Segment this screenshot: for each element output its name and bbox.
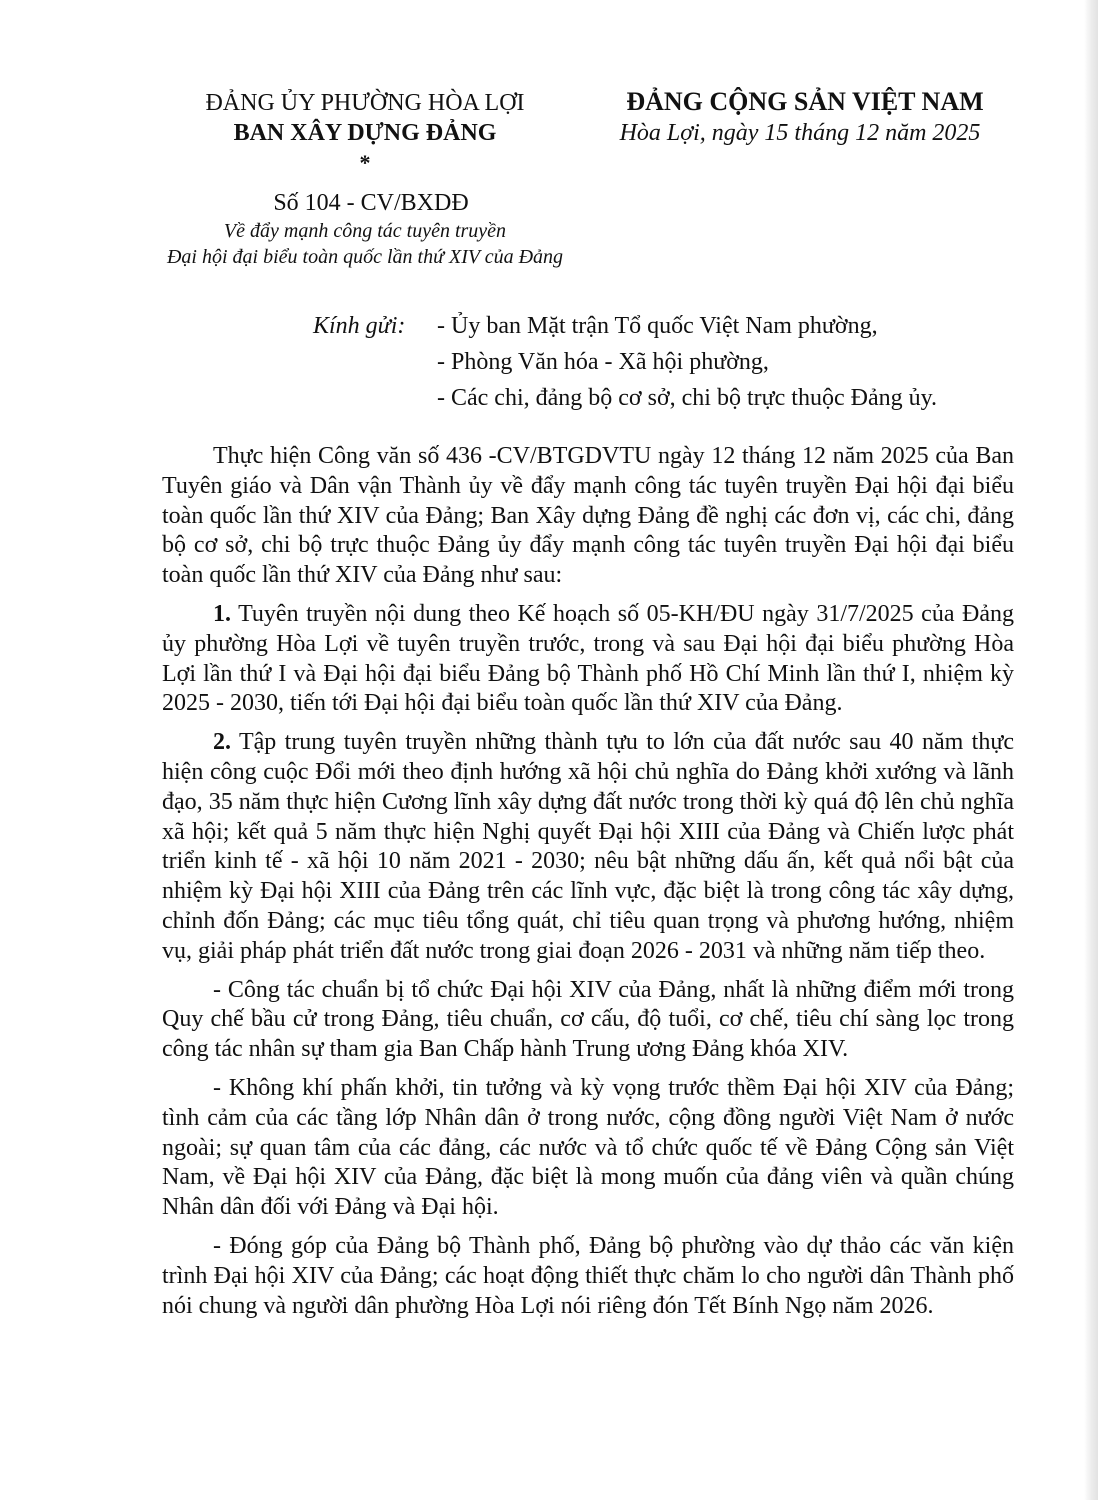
star-separator: * <box>359 150 371 175</box>
bullet-paragraph-2: - Không khí phấn khởi, tin tưởng và kỳ vọng trước thềm Đại hội XIV của Đảng; tình cảm của các tầng lớp Nhân dân ở trong nước, cộng đồng người Việt Nam ở nước ngoài; sự quan tâm của các đảng, các nước và tổ chức quốc tế về Đảng Cộng sản Việt Nam, về Đại hội XIV của Đảng, đặc biệt là mong muốn của đảng viên và quần chúng Nhân dân đối với Đảng và Đại hội. <box>162 1074 1014 1221</box>
recipients-list <box>437 308 1037 416</box>
item-2-text: Tập trung tuyên truyền những thành tựu to lớn của đất nước sau 40 năm thực hiện công cuộc Đổi mới theo định hướng xã hội chủ nghĩa do Đảng khởi xướng và lãnh đạo, 35 năm thực hiện Cương lĩnh xây dựng đất nước trong thời kỳ quá độ lên chủ nghĩa xã hội; kết quả 5 năm thực hiện Nghị quyết Đại hội XIII của Đảng và Chiến lược phát triển kinh tế - xã hội 10 năm 2021 - 2030; nêu bật những dấu ấn, kết quả nổi bật của nhiệm kỳ Đại hội XIII của Đảng trên các lĩnh vực, đặc biệt là trong công tác xây dựng, chỉnh đốn Đảng; các mục tiêu tổng quát, chỉ tiêu quan trọng và phương hướng, nhiệm vụ, giải pháp phát triển đất nước trong giai đoạn 2026 - 2031 và những năm tiếp theo. <box>162 729 1014 964</box>
recipient-item: - Các chi, đảng bộ cơ sở, chi bộ trực thuộc Đảng ủy. <box>437 385 938 411</box>
item-1-paragraph <box>162 600 1014 719</box>
document-body <box>162 442 1014 1330</box>
page-edge <box>1084 0 1098 1500</box>
national-header-block <box>600 86 1040 148</box>
bullet-paragraph-1: - Công tác chuẩn bị tổ chức Đại hội XIV của Đảng, nhất là những điểm mới trong Quy chế bầu cử trong Đảng, tiêu chuẩn, cơ cấu, độ tuổi, cơ chế, tiêu chí sàng lọc trong công tác nhân sự tham gia Ban Chấp hành Trung ương Đảng khóa XIV. <box>162 976 1014 1063</box>
item-2-number: 2. <box>213 729 231 756</box>
document-subject-line1: Về đẩy mạnh công tác tuyên truyền <box>223 220 507 242</box>
parent-organization: ĐẢNG ỦY PHƯỜNG HÒA LỢI <box>205 90 525 116</box>
item-1-text: Tuyên truyền nội dung theo Kế hoạch số 05-KH/ĐU ngày 31/7/2025 của Đảng ủy phường Hòa Lợi về tuyên truyền trước, trong và sau Đại hội đại biểu phường Hòa Lợi lần thứ I và Đại hội đại biểu Đảng bộ Thành phố Hồ Chí Minh lần thứ I, nhiệm kỳ 2025 - 2030, tiến tới Đại hội đại biểu toàn quốc lần thứ XIV của Đảng. <box>162 600 1014 717</box>
intro-paragraph: Thực hiện Công văn số 436 -CV/BTGDVTU ngày 12 tháng 12 năm 2025 của Ban Tuyên giáo và Dân vận Thành ủy về đẩy mạnh công tác tuyên truyền Đại hội đại biểu toàn quốc lần thứ XIV của Đảng; Ban Xây dựng Đảng đề nghị các đơn vị, các chi, đảng bộ cơ sở, chi bộ trực thuộc Đảng ủy đẩy mạnh công tác tuyên truyền Đại hội đại biểu toàn quốc lần thứ XIV của Đảng như sau: <box>162 443 1014 589</box>
recipients-label: Kính gửi: <box>313 313 406 339</box>
issuing-organization-block <box>150 88 580 270</box>
recipient-item: - Ủy ban Mặt trận Tổ quốc Việt Nam phường, <box>437 313 878 339</box>
place-and-date: Hòa Lợi, ngày 15 tháng 12 năm 2025 <box>619 120 981 146</box>
bullet-paragraph-3: - Đóng góp của Đảng bộ Thành phố, Đảng bộ phường vào dự thảo các văn kiện trình Đại hội XIV của Đảng; các hoạt động thiết thực chăm lo cho người dân Thành phố nói chung và người dân phường Hòa Lợi nói riêng đón Tết Bính Ngọ năm 2026. <box>162 1232 1014 1319</box>
recipient-item: - Phòng Văn hóa - Xã hội phường, <box>437 349 769 375</box>
document-subject-line2: Đại hội đại biểu toàn quốc lần thứ XIV của Đảng <box>166 246 564 268</box>
document-number: Số 104 - CV/BXDĐ <box>273 190 469 216</box>
party-name: ĐẢNG CỘNG SẢN VIỆT NAM <box>626 87 984 116</box>
item-1-number: 1. <box>213 600 231 627</box>
item-2-paragraph <box>162 728 1014 966</box>
issuing-organization: BAN XÂY DỰNG ĐẢNG <box>233 120 497 146</box>
